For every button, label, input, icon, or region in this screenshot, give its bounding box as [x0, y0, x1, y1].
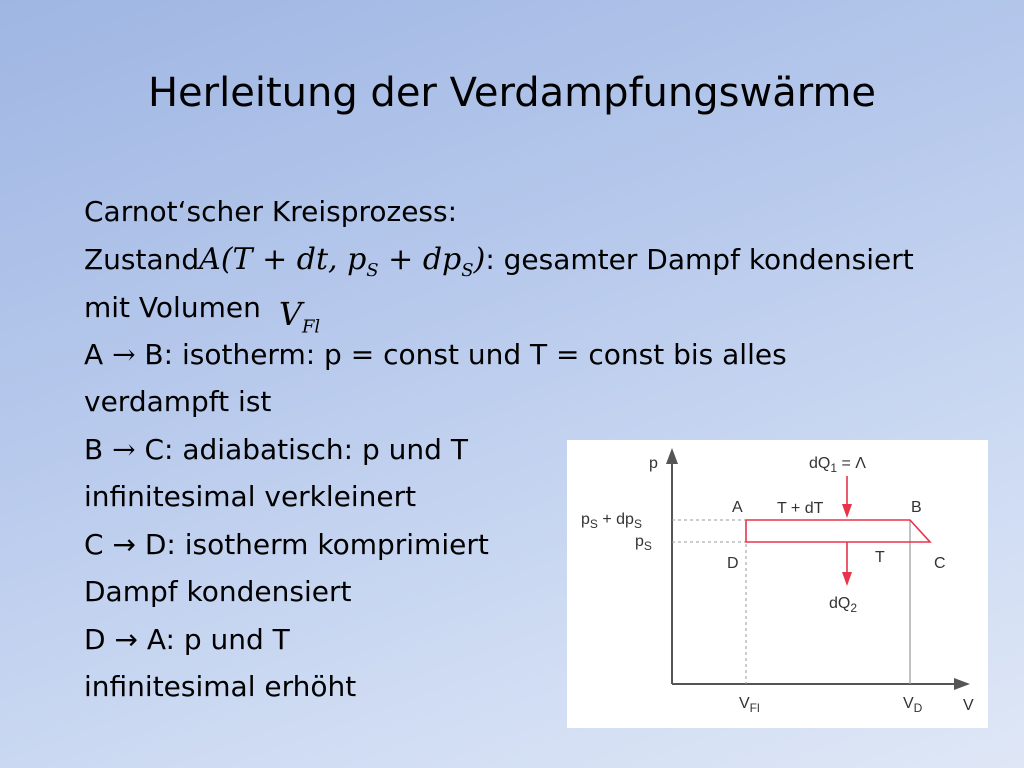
text-line-6: B → C: adiabatisch: p und T	[84, 432, 468, 466]
upper-temp-label: T + dT	[777, 500, 824, 517]
point-c-label: C	[934, 555, 946, 572]
text-line-2	[84, 236, 1014, 284]
state-a-description: : gesamter Dampf kondensiert	[485, 242, 914, 276]
arrow-icon: →	[112, 337, 136, 371]
y-axis-label: p	[649, 455, 658, 472]
lower-pressure-label: $p_S$	[635, 533, 652, 553]
upper-pressure-label: $p_S + dp_S$	[581, 511, 642, 531]
zustand-label: Zustand	[84, 242, 200, 276]
point-a-label: A	[732, 499, 743, 516]
heat-out-arrowhead	[842, 572, 852, 586]
text-line-1: Carnot‘scher Kreisprozess:	[84, 195, 458, 228]
v-fl-formula: $V_{Fl}$	[278, 295, 321, 338]
v-d-label: $V_D$	[903, 695, 923, 715]
volume-label: mit Volumen	[84, 291, 261, 324]
text-line-4: A → B: isotherm: p = const und T = const bis alles	[84, 337, 787, 371]
text-line-7: infinitesimal verkleinert	[84, 480, 417, 513]
x-axis-arrowhead	[954, 678, 970, 690]
text-line-10: D → A: p und T	[84, 622, 290, 656]
carnot-diagram	[567, 440, 988, 728]
point-b-label: B	[911, 499, 922, 516]
state-a-formula: A(T + dt, $p_S + dp_S$)	[199, 241, 486, 281]
v-fl-label: $V_{Fl}$	[739, 695, 760, 715]
arrow-icon: →	[112, 432, 136, 466]
heat-in-label: $dQ_1 = \Lambda$	[809, 455, 866, 475]
text-line-9: Dampf kondensiert	[84, 575, 352, 608]
carnot-cycle-outline	[746, 520, 930, 542]
heat-out-label: $dQ_2$	[829, 595, 858, 615]
text-line-5: verdampft ist	[84, 385, 272, 418]
x-axis-label: V	[963, 697, 974, 714]
text-line-3	[84, 283, 1014, 338]
slide-title: Herleitung der Verdampfungswärme	[147, 70, 877, 116]
y-axis-arrowhead	[666, 448, 678, 464]
lower-temp-label: T	[875, 549, 885, 566]
point-d-label: D	[727, 555, 739, 572]
heat-in-arrowhead	[842, 504, 852, 518]
text-line-8: C → D: isotherm komprimiert	[84, 527, 489, 561]
text-line-11: infinitesimal erhöht	[84, 670, 357, 703]
